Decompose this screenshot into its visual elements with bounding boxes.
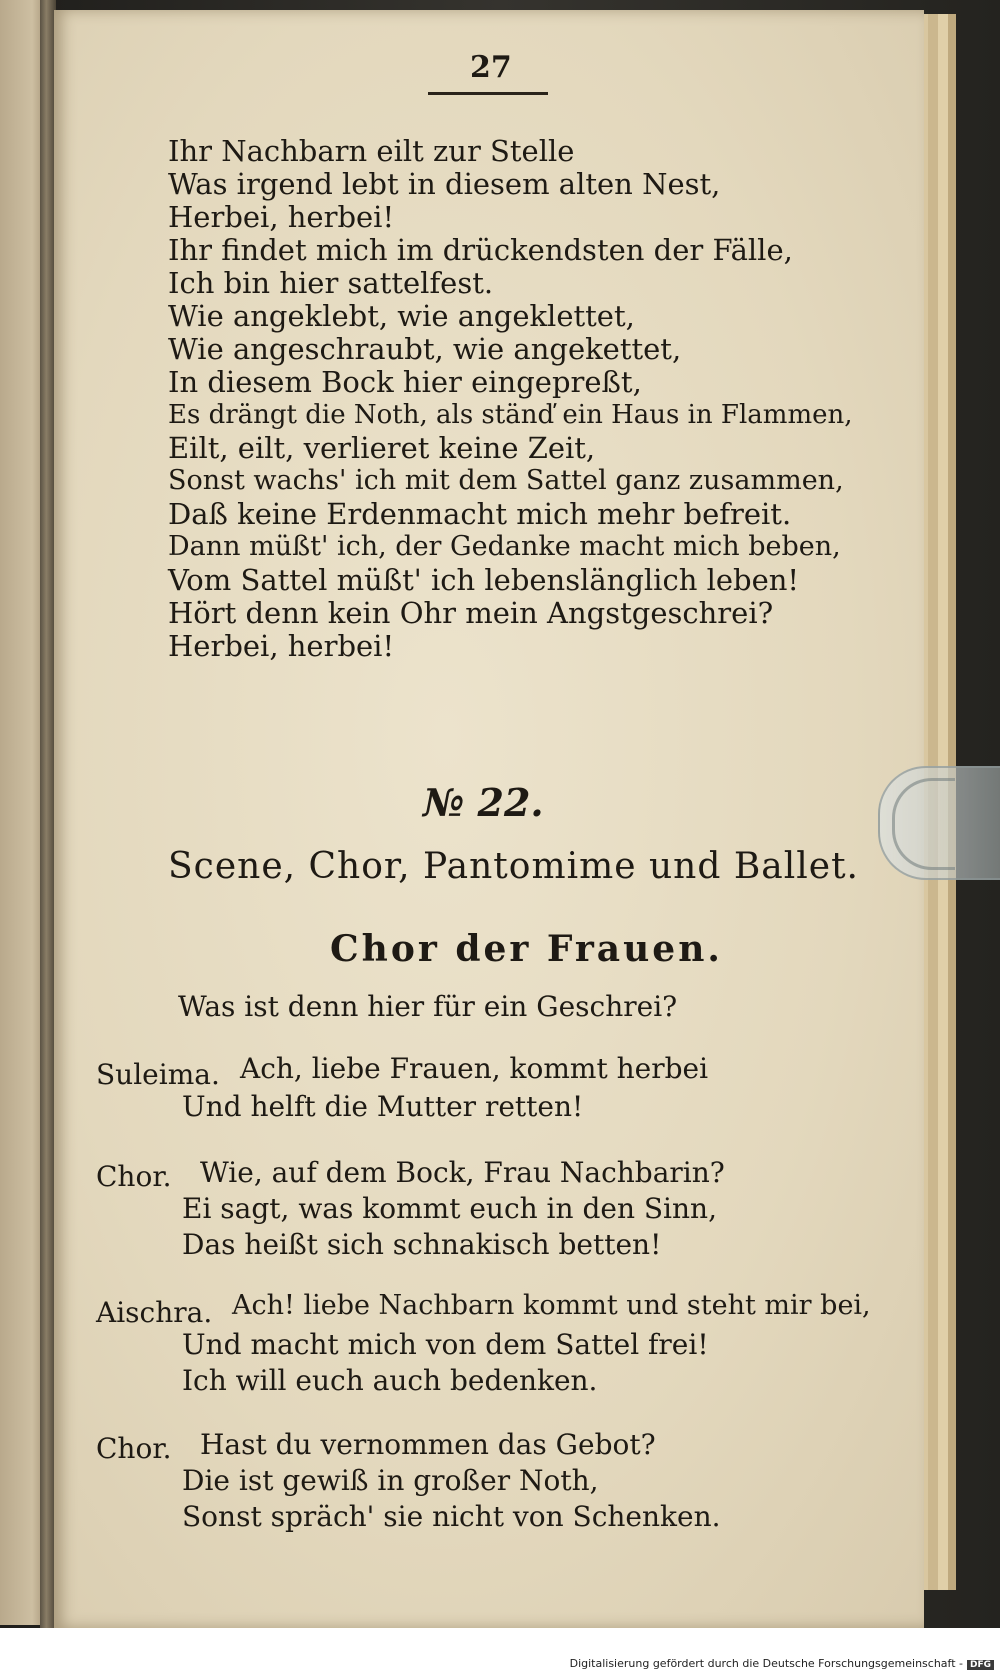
dialogue-line: Ach, liebe Frauen, kommt herbei [240,1052,709,1085]
verse-line: Eilt, eilt, verlieret keine Zeit, [168,431,596,465]
glass-page-weight-rim [892,778,955,870]
dialogue-line: Ei sagt, was kommt euch in den Sinn, [182,1192,717,1225]
dialogue-line: Und macht mich von dem Sattel frei! [182,1328,709,1361]
verse-line: Wie angeklebt, wie angeklettet, [168,299,635,333]
dialogue-line: Ach! liebe Nachbarn kommt und steht mir bei, [232,1290,871,1321]
verse-line: Was irgend lebt in diesem alten Nest, [168,167,721,201]
verse-line: Ihr findet mich im drückendsten der Fälle, [168,233,793,267]
verse-line: Vom Sattel müßt' ich lebenslänglich leben! [168,563,800,597]
verse-line: Daß keine Erdenmacht mich mehr befreit. [168,497,792,531]
verse-line: Herbei, herbei! [168,629,395,663]
page-number: 27 [470,50,512,85]
scene-heading: Scene, Chor, Pantomime und Ballet. [168,846,859,887]
verse-line: Sonst wachs' ich mit dem Sattel ganz zusammen, [168,465,844,496]
chorus-heading: Chor der Frauen. [330,928,723,970]
verse-line: In diesem Bock hier eingepreßt, [168,365,642,399]
dialogue-line: Ich will euch auch bedenken. [182,1364,598,1397]
verse-line: Herbei, herbei! [168,200,395,234]
dialogue-line: Wie, auf dem Bock, Frau Nachbarin? [200,1156,725,1189]
dialogue-line: Und helft die Mutter retten! [182,1090,584,1123]
page-number-rule [428,92,548,95]
chorus-line: Was ist denn hier für ein Geschrei? [178,990,678,1023]
speaker-name: Chor. [96,1160,172,1193]
verse-line: Hört denn kein Ohr mein Angstgeschrei? [168,596,774,630]
credit-text: Digitalisierung gefördert durch die Deutsche Forschungsgemeinschaft - [569,1657,963,1670]
speaker-name: Aischra. [96,1296,213,1329]
verse-line: Dann müßt' ich, der Gedanke macht mich beben, [168,531,841,562]
verse-line: Es drängt die Noth, als stänď ein Haus in Flammen, [168,400,853,430]
digitization-credit [570,1657,994,1670]
verse-line: Ihr Nachbarn eilt zur Stelle [168,134,575,168]
dfg-logo: DFG [967,1660,994,1670]
number-heading: № 22. [423,780,544,825]
speaker-name: Suleima. [96,1058,220,1091]
verse-line: Ich bin hier sattelfest. [168,266,494,300]
dialogue-line: Sonst spräch' sie nicht von Schenken. [182,1500,721,1533]
speaker-name: Chor. [96,1432,172,1465]
dialogue-line: Hast du vernommen das Gebot? [200,1428,656,1461]
dialogue-line: Das heißt sich schnakisch betten! [182,1228,662,1261]
dialogue-line: Die ist gewiß in großer Noth, [182,1464,599,1497]
verse-line: Wie angeschraubt, wie angekettet, [168,332,682,366]
